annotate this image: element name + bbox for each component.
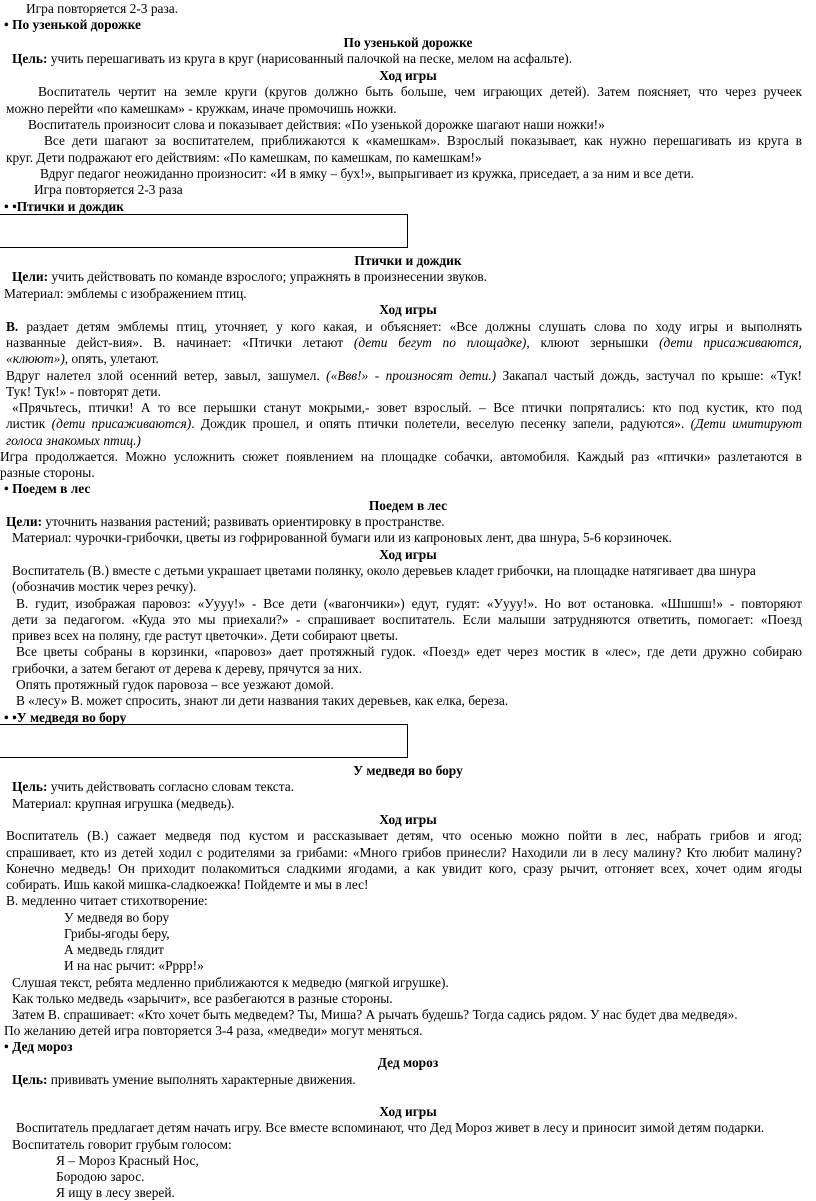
text-run: , опять, улетают. [64,351,159,366]
poem-line: Грибы-ягоды беру, [64,926,170,941]
text-run: листик [6,416,52,431]
intro-repeat-line: Игра повторяется 2-3 раза. [26,1,179,16]
game3-bullet-title: Поедем в лес [12,481,91,496]
text-run: . Дождик прошел, и опять птички полетели, веселую песенку запели, радуются». [191,416,691,431]
game5-bullet-title: Дед мороз [12,1039,73,1054]
bullet-icon: • [4,710,9,725]
game4-paragraph: Слушая текст, ребята медленно приближаются к медведю (мягкой игрушке). [12,975,449,990]
game4-goal [12,778,294,795]
goal-label: Цель: [12,51,48,66]
text-run: Закапал частый дождь, застучал по крыше: «Тук! [496,368,802,383]
game1-bullet-heading [4,16,141,33]
text-run: , клюют зернышки [526,335,660,350]
game4-paragraph: Затем В. спрашивает: «Кто хочет быть медведем? Ты, Миша? А рычать будешь? Тогда садись рядом. У нас будет два медведя». [12,1007,738,1022]
game1-goal [12,50,572,67]
game4-paragraph: Конечно медведь! Он приходит полакомиться сладкими ягодами, а как увидит кого, сразу рычит, отгоняет всех, хочет одим ягоды [6,861,802,876]
goal-label: Цель: [12,1072,48,1087]
game1-paragraph: Воспитатель чертит на земле круги (кругов должно быть больше, чем играющих детей). Затем поясняет, что через ручеек [38,84,802,99]
game2-bullet-title: Птички и дождик [16,199,124,214]
game3-paragraph: В «лесу» В. может спросить, знают ли дети названия таких деревьев, как елка, береза. [16,693,509,708]
empty-frame-box [0,214,408,248]
game2-paragraph: голоса знакомых птиц.) [6,433,141,448]
game2-paragraph: «Прячьтесь, птички! А то все перышки станут мокрыми,- зовет взрослый. – Все птички попрятались: кто под кустик, кто под [12,400,802,415]
game3-paragraph: Опять протяжный гудок паровоза – все уезжают домой. [16,677,334,692]
game2-paragraph [6,350,159,367]
bullet-icon: • [4,199,9,214]
game4-title: У медведя во бору [353,763,463,778]
game2-paragraph [6,367,802,384]
game2-paragraph [6,318,802,335]
game3-paragraph: (обозначив мостик через речку). [12,579,197,594]
goal-text: учить действовать по команде взрослого; упражнять в произнесении звуков. [48,269,488,284]
game3-paragraph: Воспитатель (В.) вместе с детьми украшает цветами полянку, около деревьев кладет грибочки, на площадке натягивает два шнура [12,563,756,578]
italic-note: «клюют») [6,351,65,366]
game2-paragraph: Игра продолжается. Можно усложнить сюжет появлением на площадке собачки, автомобиля. Каждый раз «птички» разлетаются в [0,449,802,464]
game5-bullet-heading [4,1038,73,1055]
italic-note: («Ввв!» - произносят дети.) [326,368,497,383]
italic-note: (дети бегут по площадке) [353,335,527,350]
goal-label: Цель: [12,779,48,794]
game4-material: Материал: крупная игрушка (медведь). [12,796,235,811]
game4-bullet-title: У медведя во бору [16,710,127,725]
game3-title: Поедем в лес [368,498,448,513]
game3-material: Материал: чурочки-грибочки, цветы из гофрированной бумаги или из капроновых лент, два шнура, 5-6 корзиночек. [12,530,673,545]
game3-paragraph: В. гудит, изображая паровоз: «Уууу!» - Все дети («вагончики») едут, гудят: «Уууу!». Но вот остановка. «Шшшш!» - повторяют [16,596,802,611]
game3-paragraph: Все цветы собраны в корзинки, «паровоз» дает протяжный гудок. «Поезд» едет через мостик в «лес», где дети дружно собираю [16,644,802,659]
bullet-icon: • [4,1039,9,1054]
game3-bullet-heading [4,480,90,497]
game2-title: Птички и дождик [354,253,462,268]
game1-paragraph: можно перейти «по камешкам» - кружкам, иначе промочишь ножки. [6,101,397,116]
game3-paragraph: привез всех на поляну, где растут цветочки». Дети собирают цветы. [12,628,399,643]
game1-bullet-title: По узенькой дорожке [12,17,141,32]
bullet-icon: • [12,710,17,725]
bullet-icon: • [12,199,17,214]
poem-line: Я ищу в лесу зверей. [56,1185,175,1200]
goal-label: Цели: [12,269,49,284]
game4-paragraph: спрашивает, кто из детей ходил с родителями за грибами: «Много грибов принесли? Находили ли в лесу малину? Кто любит малину? [6,845,802,860]
game4-course-heading: Ход игры [379,812,437,827]
poem-line: И на нас рычит: «Рррр!» [64,958,204,973]
bullet-icon: • [4,481,9,496]
game5-course-heading: Ход игры [379,1104,437,1119]
game4-paragraph: По желанию детей игра повторяется 3-4 раза, «медведи» могут меняться. [4,1023,423,1038]
game2-paragraph [6,415,802,432]
poem-line: Я – Мороз Красный Нос, [56,1153,199,1168]
text-run: раздает детям эмблемы птиц, уточняет, у кого какая, и объясняет: «Все должны слушать слова по ходу игры и выполнять [18,319,802,334]
game5-paragraph: Воспитатель предлагает детям начать игру. Все вместе вспоминают, что Дед Мороз живет в лесу и приносит зимой детям подарки. [16,1120,765,1135]
game3-goal [6,513,445,530]
poem-line: А медведь глядит [64,942,164,957]
game1-paragraph: Вдруг педагог неожиданно произносит: «И в ямку – бух!», выпрыгивает из кружка, приседает, а за ним и все дети. [40,166,695,181]
goal-text: уточнить названия растений; развивать ориентировку в пространстве. [42,514,445,529]
game3-paragraph: дети за педагогом. «Куда это мы приехали?» - спрашивает воспитатель. Если малыши затрудняются ответить, помогает: «Поезд [12,612,802,627]
game3-course-heading: Ход игры [379,547,437,562]
game2-paragraph [6,334,802,351]
game2-course-heading: Ход игры [379,302,437,317]
game4-paragraph: Воспитатель (В.) сажает медведя под кустом и рассказывает детям, что осенью можно пойти в лес, набрать грибов и ягод; [6,828,802,843]
poem-line: У медведя во бору [64,910,170,925]
game5-paragraph: Воспитатель говорит грубым голосом: [12,1137,232,1152]
empty-frame-box [0,724,408,758]
game4-paragraph: собирать. Ишь какой мишка-сладкоежка! Пойдемте и мы в лес! [6,877,369,892]
game1-paragraph: Воспитатель произносит слова и показывает действия: «По узенькой дорожке шагают наши ножки!» [28,117,605,132]
italic-note: (Дети имитируют [690,416,802,431]
game3-paragraph: грибочки, а затем бегают от дерева к дереву, прячутся за них. [12,661,363,676]
italic-note: (дети присаживаются) [51,416,192,431]
game2-material: Материал: эмблемы с изображением птиц. [4,286,247,301]
italic-note: (дети присаживаются, [659,335,802,350]
text-run: названные дейст-вия». В. начинает: «Птички летают [6,335,354,350]
game2-goal [12,268,487,285]
game1-title: По узенькой дорожке [343,35,473,50]
goal-text: учить действовать согласно словам текста. [47,779,295,794]
game1-paragraph: Игра повторяется 2-3 раза [34,182,183,197]
game5-goal [12,1071,356,1088]
goal-text: учить перешагивать из круга в круг (нарисованный палочкой на песке, мелом на асфальте). [47,51,573,66]
text-run: Вдруг налетел злой осенний ветер, завыл, зашумел. [6,368,327,383]
game4-paragraph: Как только медведь «зарычит», все разбегаются в разные стороны. [12,991,393,1006]
game1-paragraph: Все дети шагают за воспитателем, приближаются к «камешкам». Взрослый показывает, как нужно перешагивать из круга в [44,133,802,148]
game5-title: Дед мороз [377,1055,439,1070]
game1-paragraph: круг. Дети подражают его действиям: «По камешкам, по камешкам, по камешкам!» [6,150,482,165]
bullet-icon: • [4,17,9,32]
teacher-abbr: В. [6,319,19,334]
game1-course-heading: Ход игры [379,68,437,83]
goal-text: прививать умение выполнять характерные движения. [47,1072,356,1087]
poem-line: Бородою зарос. [56,1169,145,1184]
game2-paragraph: Тук! Тук!» - повторят дети. [6,384,161,399]
game2-paragraph: разные стороны. [0,465,95,480]
game4-paragraph: В. медленно читает стихотворение: [6,893,208,908]
game2-bullet-heading [4,198,124,215]
goal-label: Цели: [6,514,43,529]
